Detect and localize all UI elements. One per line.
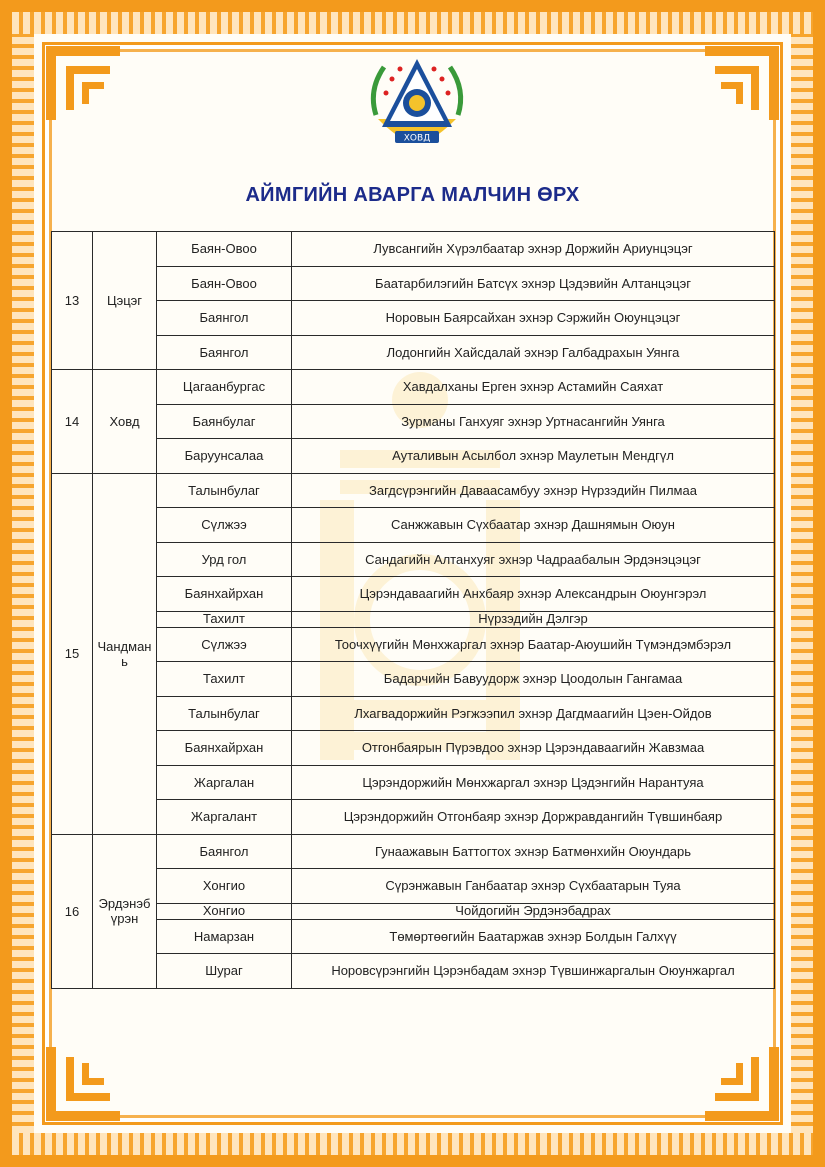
table-row xyxy=(52,919,775,954)
family-names: Цэрэндоржийн Мөнхжаргал эхнэр Цэдэнгийн Нарантуяа xyxy=(292,765,775,800)
group-number: 13 xyxy=(52,232,93,370)
table-row xyxy=(52,696,775,731)
family-names: Төмөртөөгийн Баатаржав эхнэр Болдын Галхүү xyxy=(292,919,775,954)
corner-ornament-top-left xyxy=(46,46,120,120)
bag-name: Баянгол xyxy=(157,301,292,336)
table-row xyxy=(52,542,775,577)
soum-name: Цэцэг xyxy=(93,232,157,370)
soum-name: Эрдэнэбүрэн xyxy=(93,834,157,988)
corner-ornament-bottom-right xyxy=(705,1047,779,1121)
table-row xyxy=(52,508,775,543)
bag-name: Хонгио xyxy=(157,869,292,904)
bag-name: Шураг xyxy=(157,954,292,989)
table-row xyxy=(52,404,775,439)
corner-ornament-bottom-left xyxy=(46,1047,120,1121)
bag-name: Урд гол xyxy=(157,542,292,577)
bag-name: Талынбулаг xyxy=(157,473,292,508)
table-row xyxy=(52,800,775,835)
family-names: Цэрэндоржийн Отгонбаяр эхнэр Доржравдангийн Түвшинбаяр xyxy=(292,800,775,835)
family-names: Бадарчийн Бавуудорж эхнэр Цоодолын Гангамаа xyxy=(292,662,775,697)
family-names: Тоочхүүгийн Мөнхжаргал эхнэр Баатар-Аюушийн Түмэндэмбэрэл xyxy=(292,627,775,662)
family-names: Чойдогийн Эрдэнэбадрах xyxy=(292,903,775,919)
bag-name: Жаргалант xyxy=(157,800,292,835)
family-names: Норовын Баярсайхан эхнэр Сэржийн Оюунцэцэг xyxy=(292,301,775,336)
table-row xyxy=(52,577,775,612)
family-names: Цэрэндаваагийн Анхбаяр эхнэр Александрын Оюунгэрэл xyxy=(292,577,775,612)
table-row xyxy=(52,266,775,301)
bag-name: Намарзан xyxy=(157,919,292,954)
family-names: Гунаажавын Баттогтох эхнэр Батмөнхийн Оюундарь xyxy=(292,834,775,869)
family-names: Сандагийн Алтанхуяг эхнэр Чадраабалын Эрдэнэцэцэг xyxy=(292,542,775,577)
soum-name: Чандмань xyxy=(93,473,157,834)
family-names: Ауталивын Асылбол эхнэр Маулетын Мендгүл xyxy=(292,439,775,474)
bag-name: Талынбулаг xyxy=(157,696,292,731)
family-names: Лхагвадоржийн Рэгжээпил эхнэр Дагдмаагийн Цэен-Ойдов xyxy=(292,696,775,731)
table-row xyxy=(52,627,775,662)
bag-name: Сүлжээ xyxy=(157,508,292,543)
family-names: Санжжавын Сүхбаатар эхнэр Дашнямын Оюун xyxy=(292,508,775,543)
bag-name: Баянхайрхан xyxy=(157,577,292,612)
emblem-caption: ХОВД xyxy=(403,133,431,144)
khovd-emblem xyxy=(362,45,472,155)
table-row xyxy=(52,869,775,904)
table-row xyxy=(52,232,775,267)
bag-name: Тахилт xyxy=(157,662,292,697)
bag-name: Баян-Овоо xyxy=(157,232,292,267)
group-number: 16 xyxy=(52,834,93,988)
corner-ornament-top-right xyxy=(705,46,779,120)
page-title: АЙМГИЙН АВАРГА МАЛЧИН ӨРХ xyxy=(245,184,580,206)
bag-name: Баянгол xyxy=(157,335,292,370)
table-row xyxy=(52,439,775,474)
family-names: Хавдалханы Ерген эхнэр Астамийн Саяхат xyxy=(292,370,775,405)
herders-table xyxy=(51,231,775,989)
table-row xyxy=(52,662,775,697)
bag-name: Жаргалан xyxy=(157,765,292,800)
family-names: Загдсүрэнгийн Даваасамбуу эхнэр Нүрзэдийн Пилмаа xyxy=(292,473,775,508)
bag-name: Баянхайрхан xyxy=(157,731,292,766)
family-names: Нүрзэдийн Дэлгэр xyxy=(292,611,775,627)
family-names: Норовсүрэнгийн Цэрэнбадам эхнэр Түвшинжаргалын Оюунжаргал xyxy=(292,954,775,989)
bag-name: Сүлжээ xyxy=(157,627,292,662)
table-row xyxy=(52,370,775,405)
soum-name: Ховд xyxy=(93,370,157,474)
group-number: 14 xyxy=(52,370,93,474)
table-row xyxy=(52,473,775,508)
bag-name: Тахилт xyxy=(157,611,292,627)
bag-name: Цагаанбургас xyxy=(157,370,292,405)
table-row xyxy=(52,903,775,919)
group-number: 15 xyxy=(52,473,93,834)
family-names: Баатарбилэгийн Батсүх эхнэр Цэдэвийн Алтанцэцэг xyxy=(292,266,775,301)
table-row xyxy=(52,765,775,800)
table-row xyxy=(52,834,775,869)
family-names: Лувсангийн Хүрэлбаатар эхнэр Доржийн Ариунцэцэг xyxy=(292,232,775,267)
table-row xyxy=(52,731,775,766)
family-names: Лодонгийн Хайсдалай эхнэр Галбадрахын Уянга xyxy=(292,335,775,370)
bag-name: Баянгол xyxy=(157,834,292,869)
bag-name: Баруунсалаа xyxy=(157,439,292,474)
table-row xyxy=(52,301,775,336)
bag-name: Баян-Овоо xyxy=(157,266,292,301)
bag-name: Баянбулаг xyxy=(157,404,292,439)
bag-name: Хонгио xyxy=(157,903,292,919)
family-names: Отгонбаярын Пүрэвдоо эхнэр Цэрэндаваагийн Жавзмаа xyxy=(292,731,775,766)
family-names: Сүрэнжавын Ганбаатар эхнэр Сүхбаатарын Туяа xyxy=(292,869,775,904)
table-row xyxy=(52,954,775,989)
table-row xyxy=(52,335,775,370)
family-names: Зурманы Ганхуяг эхнэр Уртнасангийн Уянга xyxy=(292,404,775,439)
table-row xyxy=(52,611,775,627)
